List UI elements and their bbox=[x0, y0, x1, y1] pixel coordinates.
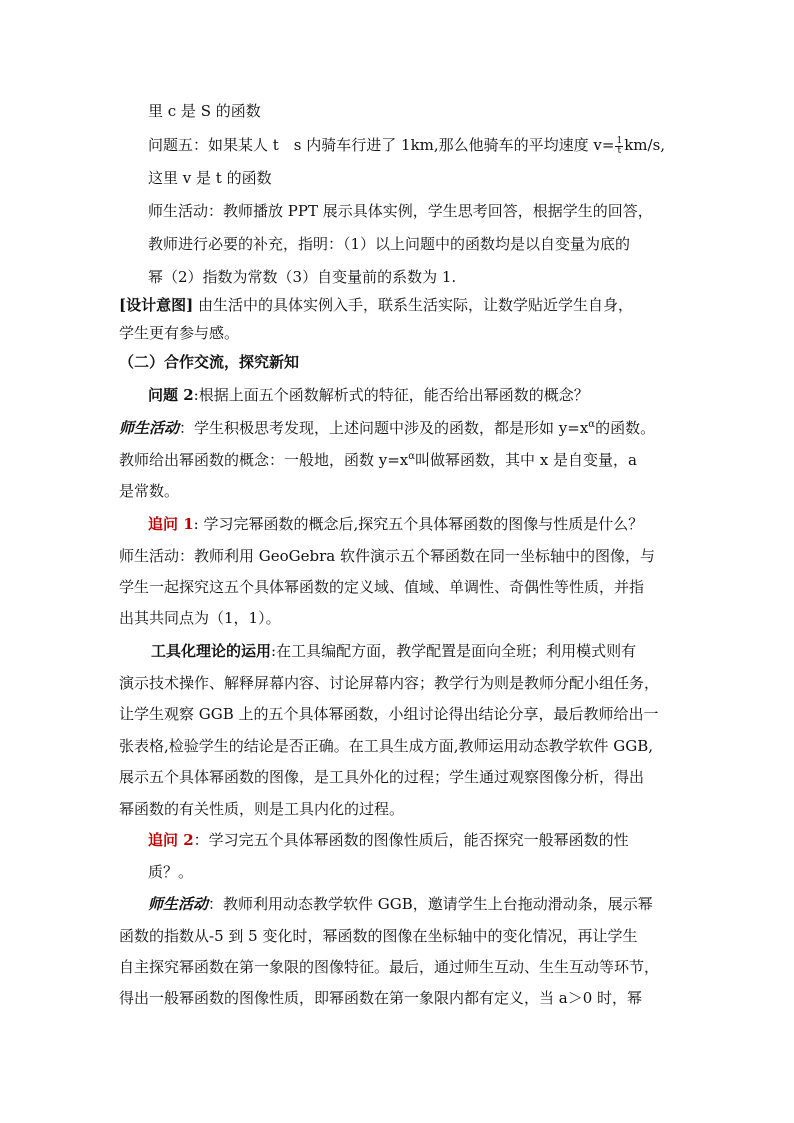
text-line: 函数的指数从-5 到 5 变化时，幂函数的图像在坐标轴中的变化情况，再让学生 bbox=[119, 927, 638, 945]
text-line: 师生活动：教师利用 GeoGebra 软件演示五个幂函数在同一坐标轴中的图像，与 bbox=[119, 547, 656, 565]
text-line-activity-2 bbox=[148, 894, 653, 914]
text-line: 学生一起探究这五个具体幂函数的定义域、值域、单调性、奇偶性等性质，并指 bbox=[119, 578, 645, 596]
text-line-question-2 bbox=[148, 385, 589, 405]
text-line: 张表格,检验学生的结论是否正确。在工具生成方面,教师运用动态教学软件 GGB, bbox=[119, 737, 654, 755]
text-line: 是常数。 bbox=[119, 482, 180, 500]
text-line: 自主探究幂函数在第一象限的图像特征。最后，通过师生互动、生生互动等环节， bbox=[119, 958, 660, 976]
text-segment: : 学习完幂函数的概念后,探究五个具体幂函数的图像与性质是什么？ bbox=[193, 515, 644, 533]
text-segment: :在工具编配方面，教学配置是面向全班；利用模式则有 bbox=[271, 642, 637, 660]
text-line: 这里 v 是 t 的函数 bbox=[148, 169, 272, 187]
text-line: 里 c 是 S 的函数 bbox=[148, 102, 261, 120]
section-heading: （二）合作交流，探究新知 bbox=[119, 353, 300, 371]
text-line: 师生活动：教师播放 PPT 展示具体实例，学生思考回答，根据学生的回答， bbox=[148, 202, 653, 220]
question-label: 问题 2 bbox=[148, 386, 194, 404]
text-line: 学生更有参与感。 bbox=[119, 324, 240, 342]
fraction-denominator: t bbox=[617, 145, 622, 156]
text-segment: 叫做幂函数，其中 x 是自变量，a bbox=[415, 451, 637, 469]
text-line-followup-1 bbox=[148, 514, 643, 534]
superscript-alpha: α bbox=[588, 419, 596, 430]
text-segment: 教师给出幂函数的概念：一般地，函数 y=x bbox=[119, 451, 409, 469]
text-line: 教师进行必要的补充，指明：（1）以上问题中的函数均是以自变量为底的 bbox=[148, 235, 631, 253]
text-segment: 的函数。 bbox=[595, 419, 656, 437]
text-segment: km/s, bbox=[624, 136, 666, 154]
text-line: 让学生观察 GGB 上的五个具体幂函数，小组讨论得出结论分享，最后教师给出一 bbox=[119, 705, 659, 723]
text-segment: :根据上面五个函数解析式的特征，能否给出幂函数的概念？ bbox=[193, 386, 589, 404]
text-line-design-intent bbox=[119, 295, 633, 315]
fraction-1-over-t bbox=[615, 137, 623, 156]
followup-label: 追问 1 bbox=[148, 515, 194, 533]
text-segment: ：学习完五个具体幂函数的图像性质后，能否探究一般幂函数的性 bbox=[193, 831, 629, 849]
followup-label: 追问 2 bbox=[148, 831, 194, 849]
tool-theory-label: 工具化理论的运用 bbox=[151, 642, 272, 660]
text-line-activity bbox=[119, 418, 655, 438]
activity-label: 师生活动 bbox=[119, 419, 180, 437]
text-segment: 问题五：如果某人 t s 内骑车行进了 1km,那么他骑车的平均速度 v= bbox=[148, 136, 615, 154]
text-line: 展示五个具体幂函数的图像，是工具外化的过程；学生通过观察图像分析，得出 bbox=[119, 768, 645, 786]
text-line: 幂函数的有关性质，则是工具内化的过程。 bbox=[119, 800, 405, 818]
activity-label: 师生活动 bbox=[148, 895, 209, 913]
text-line-tool-theory bbox=[151, 641, 636, 661]
text-segment: ：学生积极思考发现，上述问题中涉及的函数，都是形如 y=x bbox=[179, 419, 589, 437]
text-line-followup-2 bbox=[148, 830, 629, 850]
text-line bbox=[119, 450, 637, 470]
text-line: 出其共同点为（1，1）。 bbox=[119, 609, 281, 627]
text-line: 幂（2）指数为常数（3）自变量前的系数为 1. bbox=[148, 268, 457, 286]
text-segment: 由生活中的具体实例入手，联系生活实际，让数学贴近学生自身， bbox=[193, 296, 633, 314]
text-line: 演示技术操作、解释屏幕内容、讨论屏幕内容；教学行为则是教师分配小组任务， bbox=[119, 674, 660, 692]
fraction-numerator: 1 bbox=[616, 135, 623, 146]
text-segment: ：教师利用动态教学软件 GGB，邀请学生上台拖动滑动条，展示幂 bbox=[208, 895, 653, 913]
text-line-problem-five bbox=[148, 135, 665, 156]
text-line: 质？。 bbox=[148, 863, 194, 881]
text-line: 得出一般幂函数的图像性质，即幂函数在第一象限内都有定义，当 a＞0 时，幂 bbox=[119, 989, 643, 1007]
design-intent-label: [设计意图] bbox=[119, 296, 194, 314]
superscript-alpha: α bbox=[408, 451, 416, 462]
